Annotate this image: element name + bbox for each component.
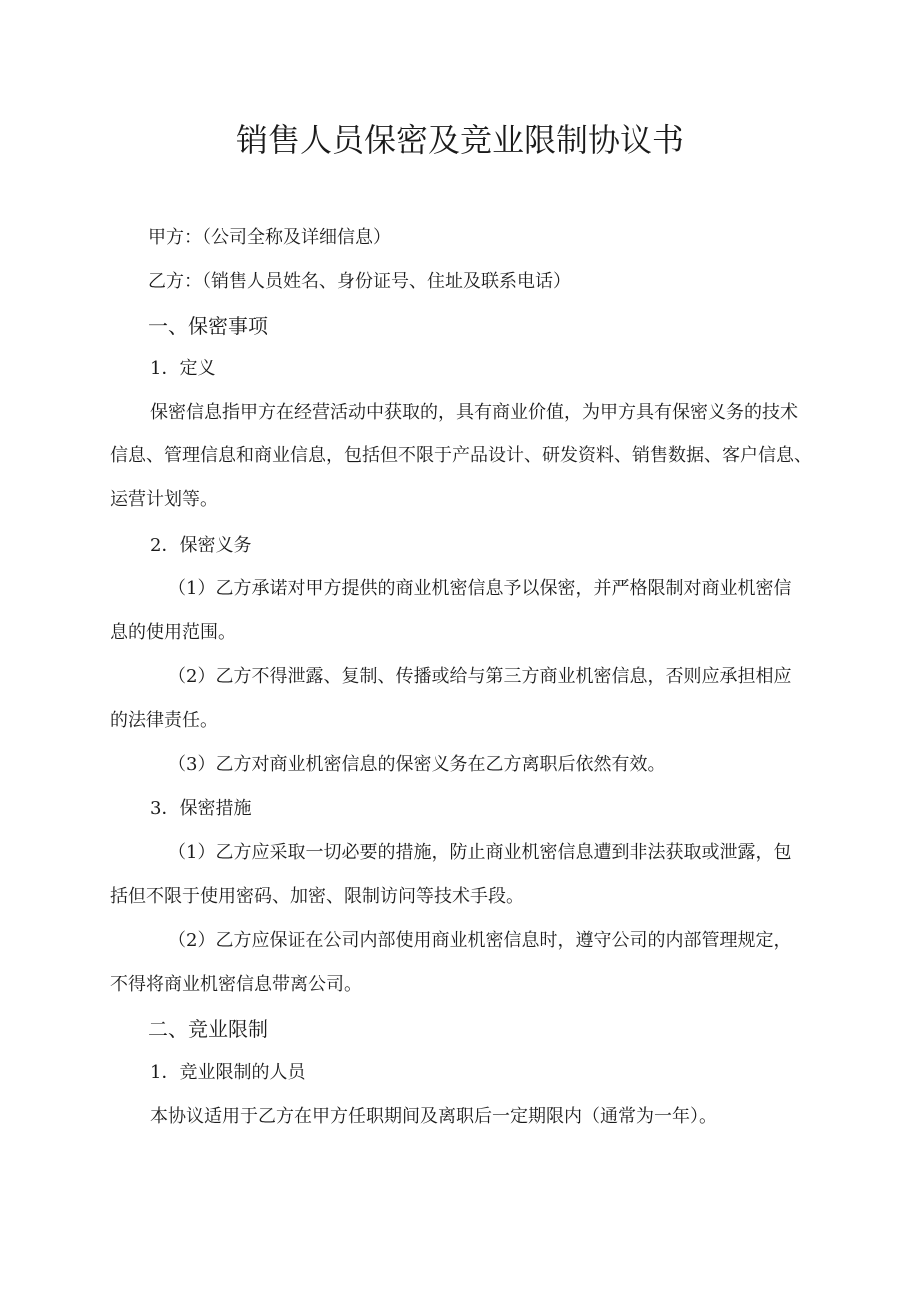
obligation-1-line-1: （1）乙方承诺对甲方提供的商业机密信息予以保密，并严格限制对商业机密信 <box>168 578 792 599</box>
measure-1-line-1: （1）乙方应采取一切必要的措施，防止商业机密信息遭到非法获取或泄露，包 <box>168 842 792 863</box>
section-2-heading: 二、竞业限制 <box>148 1017 268 1041</box>
scope-text: 本协议适用于乙方在甲方任职期间及离职后一定期限内（通常为一年）。 <box>150 1106 717 1127</box>
definition-line-3: 运营计划等。 <box>110 489 218 510</box>
obligation-2-line-1: （2）乙方不得泄露、复制、传播或给与第三方商业机密信息，否则应承担相应 <box>168 666 792 687</box>
measure-1-line-2: 括但不限于使用密码、加密、限制访问等技术手段。 <box>110 886 524 907</box>
measure-2-line-2: 不得将商业机密信息带离公司。 <box>110 974 362 995</box>
obligation-2-line-2: 的法律责任。 <box>110 710 218 731</box>
section-1-sub-2-title: 2．保密义务 <box>150 535 252 556</box>
obligation-3: （3）乙方对商业机密信息的保密义务在乙方离职后依然有效。 <box>168 754 666 775</box>
section-2-sub-1-title: 1．竞业限制的人员 <box>150 1062 306 1083</box>
definition-line-1: 保密信息指甲方在经营活动中获取的，具有商业价值，为甲方具有保密义务的技术 <box>150 402 798 423</box>
section-1-sub-3-title: 3．保密措施 <box>150 798 252 819</box>
party-b: 乙方：（销售人员姓名、身份证号、住址及联系电话） <box>148 271 571 292</box>
party-a: 甲方：（公司全称及详细信息） <box>148 227 391 248</box>
section-1-heading: 一、保密事项 <box>148 314 268 338</box>
definition-line-2: 信息、管理信息和商业信息，包括但不限于产品设计、研发资料、销售数据、客户信息、 <box>110 445 812 466</box>
measure-2-line-1: （2）乙方应保证在公司内部使用商业机密信息时，遵守公司的内部管理规定， <box>168 930 792 951</box>
section-1-sub-1-title: 1．定义 <box>150 358 216 379</box>
document-title: 销售人员保密及竞业限制协议书 <box>235 121 684 159</box>
obligation-1-line-2: 息的使用范围。 <box>110 622 236 643</box>
